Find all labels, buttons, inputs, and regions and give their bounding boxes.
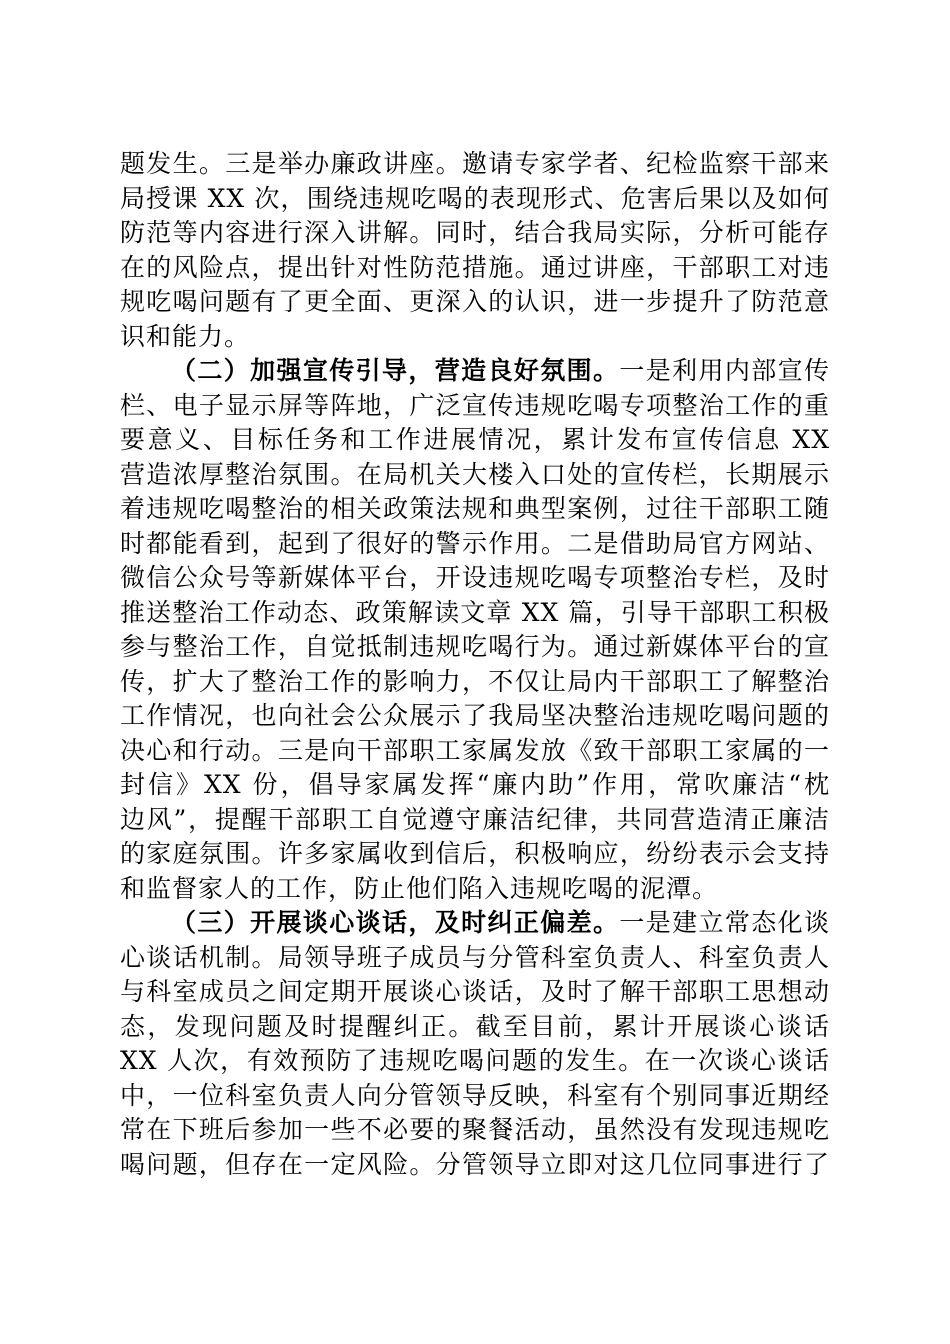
text-line: 微信公众号等新媒体平台，开设违规吃喝专项整治专栏，及时: [120, 563, 830, 592]
text-line: XX 人次，有效预防了违规吃喝问题的发生。在一次谈心谈话: [120, 1046, 830, 1075]
section-heading: （三）开展谈心谈话，及时纠正偏差。: [171, 908, 620, 937]
text-line: 时都能看到，起到了很好的警示作用。二是借助局官方网站、: [120, 528, 830, 558]
document-page: [120, 147, 830, 1182]
section-heading-line: [120, 354, 830, 389]
text-line: 局授课 XX 次，围绕违规吃喝的表现形式、危害后果以及如何: [120, 183, 830, 213]
text-line: 决心和行动。三是向干部职工家属发放《致干部职工家属的一: [120, 735, 830, 765]
paragraph: [120, 906, 830, 1182]
text-line: 的家庭氛围。许多家属收到信后，积极响应，纷纷表示会支持: [120, 839, 830, 868]
text-line: 喝问题，但存在一定风险。分管领导立即对这几位同事进行了: [120, 1149, 830, 1179]
text-line: 参与整治工作，自觉抵制违规吃喝行为。通过新媒体平台的宣: [120, 632, 830, 661]
text-line: 心谈话机制。局领导班子成员与分管科室负责人、科室负责人: [120, 942, 830, 972]
text-line: 传，扩大了整治工作的影响力，不仅让局内干部职工了解整治: [120, 666, 830, 696]
text-line: 题发生。三是举办廉政讲座。邀请专家学者、纪检监察干部来: [120, 149, 830, 178]
text-line: 封信》XX 份，倡导家属发挥“廉内助”作用，常吹廉洁“枕: [120, 770, 830, 799]
paragraph: [120, 147, 830, 354]
text-line: 营造浓厚整治氛围。在局机关大楼入口处的宣传栏，长期展示: [120, 459, 830, 489]
text-line: 与科室成员之间定期开展谈心谈话，及时了解干部职工思想动: [120, 977, 830, 1006]
text-line: 中，一位科室负责人向分管领导反映，科室有个别同事近期经: [120, 1080, 830, 1110]
text-line: 要意义、目标任务和工作进展情况，累计发布宣传信息 XX: [120, 425, 830, 454]
text-line: 和监督家人的工作，防止他们陷入违规吃喝的泥潭。: [120, 873, 719, 903]
paragraph-text: 一是建立常态化谈: [619, 908, 830, 937]
text-line: 防范等内容进行深入讲解。同时，结合我局实际，分析可能存: [120, 218, 830, 247]
text-line: 着违规吃喝整治的相关政策法规和典型案例，过往干部职工随: [120, 494, 830, 523]
text-line: 在的风险点，提出针对性防范措施。通过讲座，干部职工对违: [120, 252, 830, 282]
text-line: 规吃喝问题有了更全面、更深入的认识，进一步提升了防范意: [120, 287, 830, 316]
text-line: 推送整治工作动态、政策解读文章 XX 篇，引导干部职工积极: [120, 597, 830, 627]
text-line: 工作情况，也向社会公众展示了我局坚决整治违规吃喝问题的: [120, 701, 830, 730]
text-line: 栏、电子显示屏等阵地，广泛宣传违规吃喝专项整治工作的重: [120, 390, 830, 420]
text-line: 识和能力。: [120, 321, 251, 351]
text-line: 边风”，提醒干部职工自觉遵守廉洁纪律，共同营造清正廉洁: [120, 804, 830, 834]
section-heading: （二）加强宣传引导，营造良好氛围。: [171, 356, 620, 385]
text-line: 常在下班后参加一些不必要的聚餐活动，虽然没有发现违规吃: [120, 1115, 830, 1144]
section-heading-line: [120, 906, 830, 941]
paragraph-text: 一是利用内部宣传: [619, 356, 830, 385]
text-line: 态，发现问题及时提醒纠正。截至目前，累计开展谈心谈话: [120, 1011, 830, 1041]
paragraph: [120, 354, 830, 906]
